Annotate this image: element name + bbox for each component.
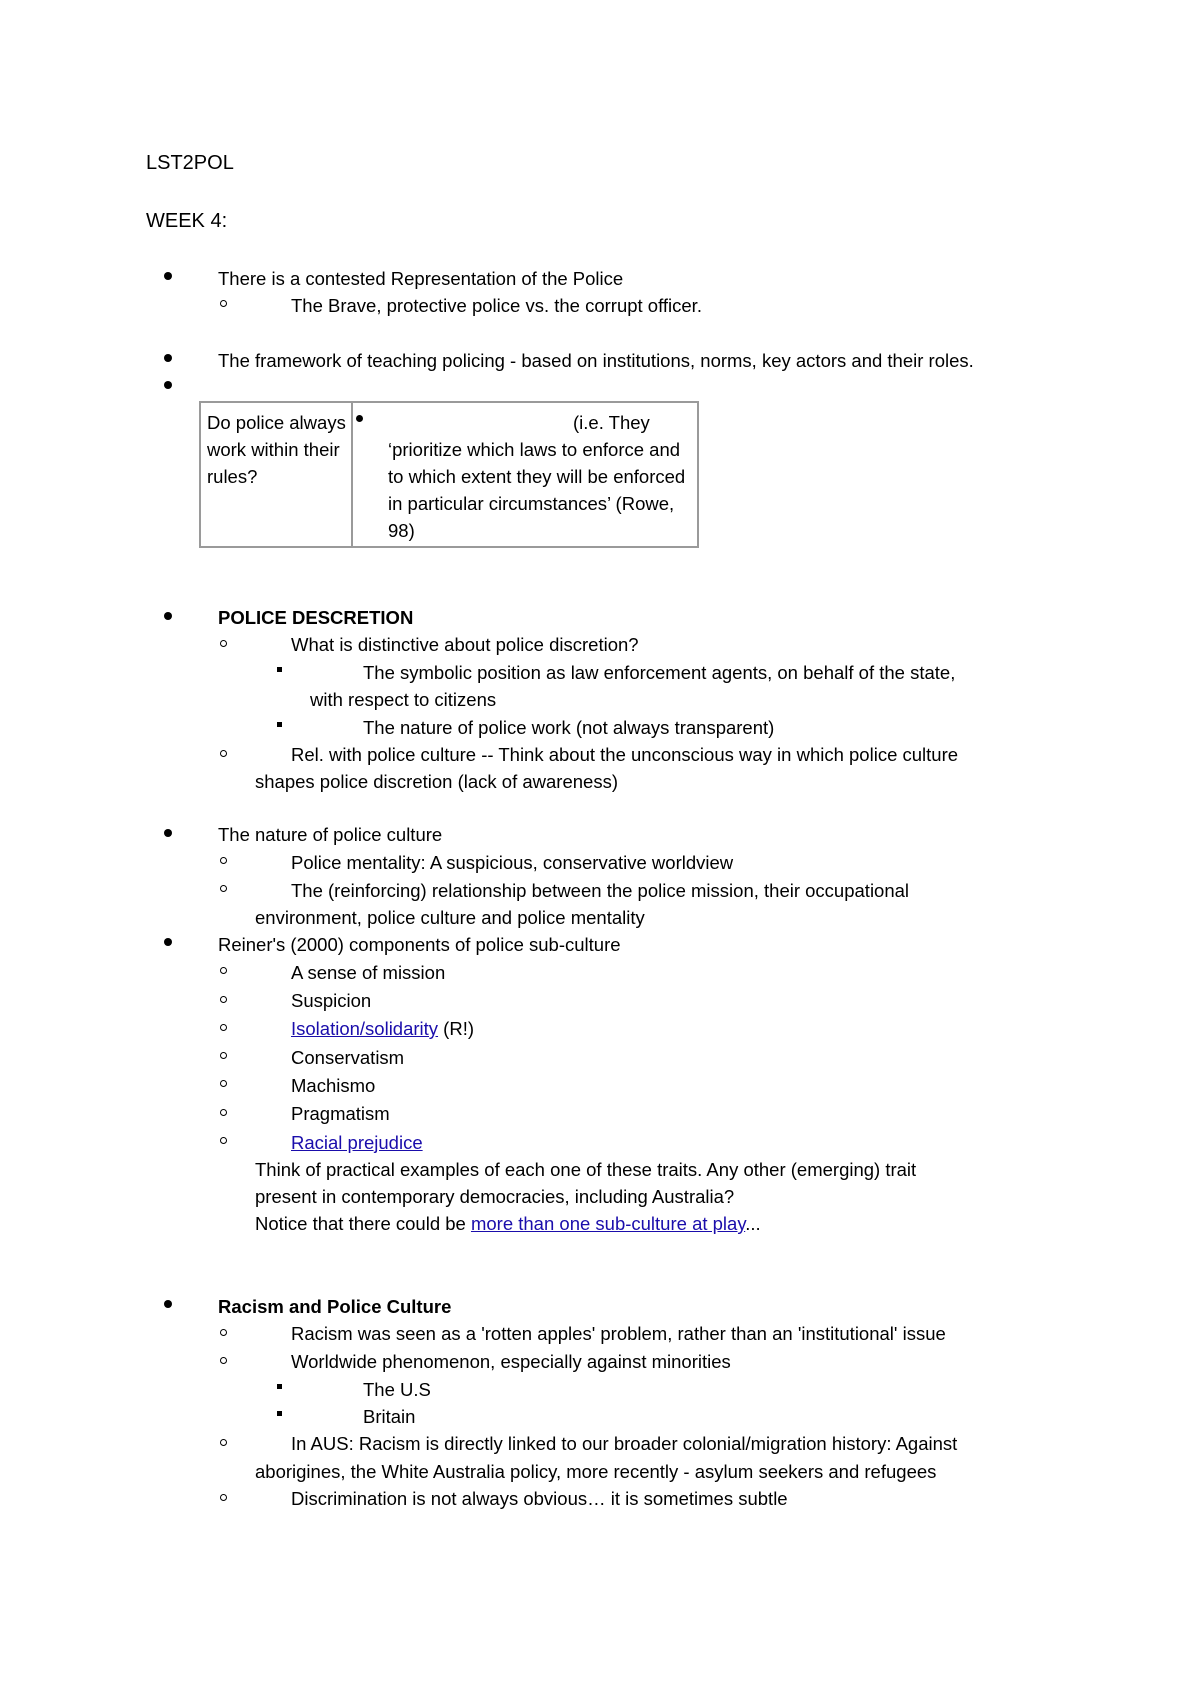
course-code: LST2POL	[146, 152, 234, 174]
discretion-table	[199, 401, 699, 548]
trait-item: Suspicion	[291, 990, 372, 1011]
trait-item	[291, 1130, 423, 1156]
week-heading: WEEK 4:	[146, 210, 228, 232]
list-item: The symbolic position as law enforcement agents, on behalf of the state,	[363, 662, 956, 683]
list-item: Rel. with police culture -- Think about the unconscious way in which police culture	[291, 744, 959, 765]
circle-bullet-icon	[220, 1494, 227, 1501]
bullet-icon	[164, 354, 172, 362]
circle-bullet-icon	[220, 1024, 227, 1031]
section-heading-discretion: POLICE DESCRETION	[218, 607, 414, 628]
bullet-icon	[164, 612, 172, 620]
bullet-icon	[164, 938, 172, 946]
table-cell-question: Do police always work within their rules?	[207, 412, 346, 487]
circle-bullet-icon	[220, 1080, 227, 1087]
paragraph-line	[255, 1211, 761, 1237]
notice-prefix: Notice that there could be	[255, 1213, 471, 1234]
list-item-continuation: shapes police discretion (lack of awareness)	[255, 771, 618, 792]
paragraph-line: Think of practical examples of each one of these traits. Any other (emerging) trait	[255, 1159, 917, 1180]
circle-bullet-icon	[220, 857, 227, 864]
circle-bullet-icon	[220, 967, 227, 974]
list-item: What is distinctive about police discretion?	[291, 634, 639, 655]
list-item: In AUS: Racism is directly linked to our broader colonial/migration history: Against	[291, 1433, 958, 1454]
circle-bullet-icon	[220, 996, 227, 1003]
bullet-icon	[356, 415, 363, 422]
list-item: The framework of teaching policing - based on institutions, norms, key actors and their roles.	[218, 350, 974, 371]
circle-bullet-icon	[220, 885, 227, 892]
list-item: The U.S	[363, 1379, 431, 1400]
section-heading-reiner: Reiner's (2000) components of police sub-culture	[218, 934, 621, 955]
trait-item: Pragmatism	[291, 1103, 390, 1124]
list-item: The (reinforcing) relationship between the police mission, their occupational	[291, 880, 910, 901]
list-item: Britain	[363, 1406, 416, 1427]
list-item: Discrimination is not always obvious… it is sometimes subtle	[291, 1488, 788, 1509]
list-item-continuation: environment, police culture and police mentality	[255, 907, 645, 928]
square-bullet-icon	[277, 1384, 282, 1389]
list-item-continuation: with respect to citizens	[310, 689, 497, 710]
bullet-icon	[164, 381, 172, 389]
square-bullet-icon	[277, 667, 282, 672]
circle-bullet-icon	[220, 1357, 227, 1364]
trait-item: A sense of mission	[291, 962, 446, 983]
square-bullet-icon	[277, 1411, 282, 1416]
trait-item: Conservatism	[291, 1047, 405, 1068]
sub-culture-link[interactable]: more than one sub-culture at play	[470, 1213, 746, 1234]
list-item: The Brave, protective police vs. the corrupt officer.	[291, 295, 702, 316]
circle-bullet-icon	[220, 1137, 227, 1144]
circle-bullet-icon	[220, 640, 227, 647]
table-divider	[351, 403, 353, 546]
paragraph-line: present in contemporary democracies, including Australia?	[255, 1186, 735, 1207]
section-heading-culture: The nature of police culture	[218, 824, 443, 845]
list-item: Police mentality: A suspicious, conservative worldview	[291, 852, 734, 873]
list-item: Racism was seen as a 'rotten apples' problem, rather than an 'institutional' issue	[291, 1323, 946, 1344]
bullet-icon	[164, 1300, 172, 1308]
square-bullet-icon	[277, 722, 282, 727]
circle-bullet-icon	[220, 1329, 227, 1336]
circle-bullet-icon	[220, 1439, 227, 1446]
bullet-icon	[164, 272, 172, 280]
table-cell-answer-first: (i.e. They	[573, 412, 650, 433]
list-item: The nature of police work (not always transparent)	[363, 717, 775, 738]
trait-suffix: (R!)	[438, 1018, 475, 1039]
circle-bullet-icon	[220, 300, 227, 307]
trait-item	[291, 1016, 474, 1042]
racial-prejudice-link[interactable]: Racial prejudice	[291, 1132, 423, 1153]
bullet-icon	[164, 829, 172, 837]
trait-item: Machismo	[291, 1075, 376, 1096]
circle-bullet-icon	[220, 1052, 227, 1059]
list-item: Worldwide phenomenon, especially against minorities	[291, 1351, 731, 1372]
notice-suffix: ...	[745, 1213, 761, 1234]
table-cell-answer-rest: ‘prioritize which laws to enforce and to which extent they will be enforced in particular circumstances’ (Rowe, 98)	[388, 439, 686, 541]
list-item: There is a contested Representation of the Police	[218, 268, 624, 289]
isolation-solidarity-link[interactable]: Isolation/solidarity	[291, 1018, 439, 1039]
circle-bullet-icon	[220, 1109, 227, 1116]
section-heading-racism: Racism and Police Culture	[218, 1296, 452, 1317]
table-cell-answer	[388, 409, 688, 544]
list-item-continuation: aborigines, the White Australia policy, more recently - asylum seekers and refugees	[255, 1461, 937, 1482]
circle-bullet-icon	[220, 750, 227, 757]
